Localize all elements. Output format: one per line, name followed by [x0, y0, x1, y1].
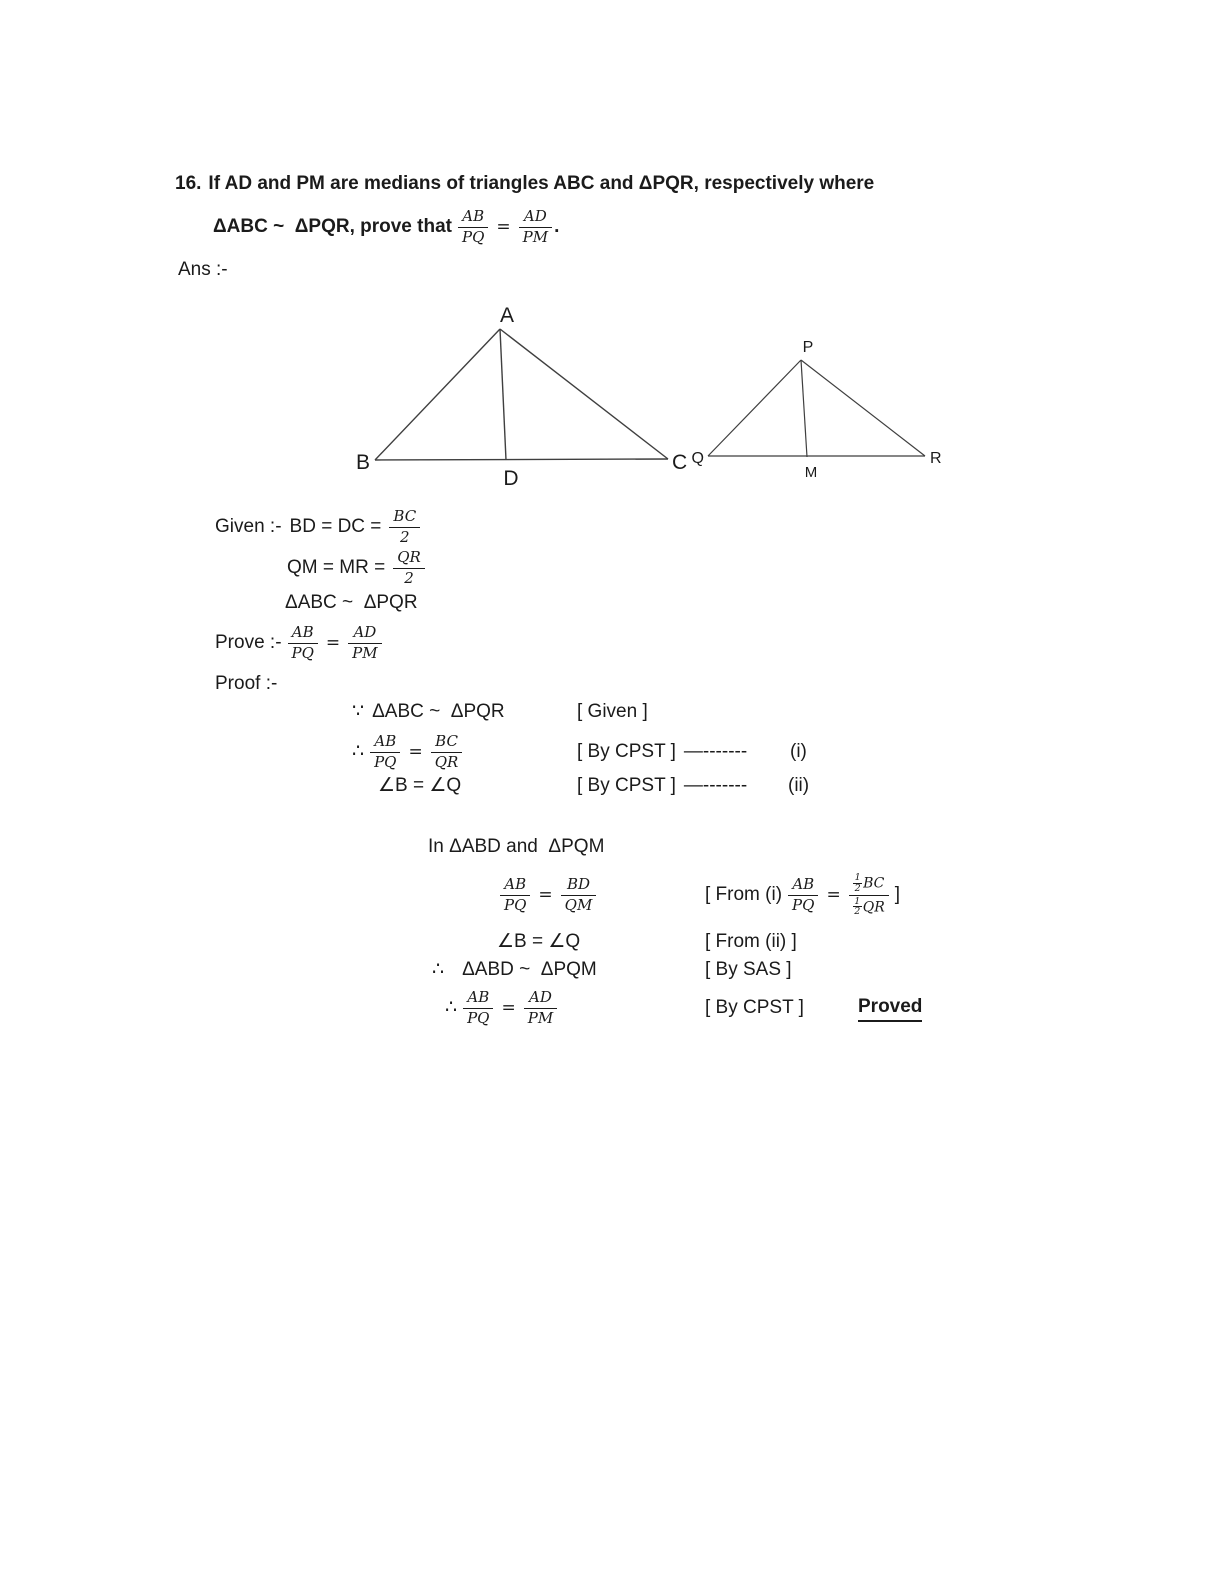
given-line-qm — [287, 545, 425, 591]
proof-label: Proof :- — [215, 673, 278, 694]
proved-label: Proved — [858, 995, 922, 1022]
triangle-pqr — [708, 360, 925, 457]
part2-heading: In ΔABD and ΔPQM — [428, 836, 605, 857]
question-number: 16. — [175, 173, 202, 194]
equals-sign: = — [325, 633, 341, 653]
given-bd-text: BD = DC = — [289, 516, 382, 537]
answer-label: Ans :- — [178, 259, 228, 280]
vertex-label-p: P — [802, 339, 814, 356]
fraction-qr-2: $\frac{QR}{2}$ — [393, 549, 425, 587]
proved-wrap — [858, 985, 922, 1031]
therefore-symbol: ∴ — [352, 741, 365, 762]
dashes: —------- — [683, 741, 748, 762]
question-line1 — [175, 172, 1025, 196]
fraction-bc-2: $\frac{BC}{2}$ — [389, 508, 420, 546]
equals-sign: = — [408, 742, 423, 762]
prove-line — [215, 620, 382, 666]
fraction-ad-pm: $\frac{AD}{PM}$ — [348, 624, 381, 662]
question-text: If AD and PM are medians of triangles ABC and ΔPQR, respectively where — [208, 173, 875, 194]
period: . — [554, 216, 560, 237]
part2-row2-statement: ∠B = ∠Q — [497, 931, 581, 952]
given-line-bd — [215, 504, 420, 550]
proof-row2-statement — [352, 729, 462, 775]
given-label: Given :- — [215, 516, 282, 537]
triangles-diagram — [340, 300, 960, 490]
fraction-ab-pq: $\frac{AB}{PQ}$ — [288, 624, 318, 662]
side-ab — [375, 329, 500, 460]
proof-row1-reason: [ Given ] — [577, 701, 648, 722]
dashes: —------- — [683, 775, 748, 796]
equals-sign: = — [496, 217, 511, 237]
half-fraction: $\frac{1}{2}$ — [854, 895, 861, 918]
prove-label: Prove :- — [215, 632, 282, 653]
vertex-label-c: C — [672, 451, 688, 474]
equals-sign: = — [501, 998, 516, 1018]
fraction-ab-pq: $\frac{AB}{PQ}$ — [458, 208, 488, 246]
part2-row4-reason: [ By CPST ] — [705, 997, 804, 1018]
fraction-ab-pq: $\frac{AB}{PQ}$ — [788, 876, 818, 914]
point-label-m: M — [804, 464, 818, 481]
therefore-symbol: ∴ — [432, 959, 445, 980]
because-symbol: ∵ — [352, 701, 365, 722]
triangle-abc — [375, 329, 668, 460]
proof-row1-statement: ∵ ΔABC ~ ΔPQR — [352, 701, 505, 722]
fraction-bc-qr: $\frac{BC}{QR}$ — [431, 733, 463, 771]
side-pq — [708, 360, 801, 456]
vertex-label-q: Q — [691, 450, 704, 467]
part2-row3-statement: ∴ ΔABD ~ ΔPQM — [432, 959, 597, 980]
given-similarity: ΔABC ~ ΔPQR — [285, 592, 418, 613]
proof-row3-statement: ∠B = ∠Q — [378, 775, 462, 796]
fraction-ab-pq: $\frac{AB}{PQ}$ — [500, 876, 530, 914]
median-pm — [801, 360, 807, 457]
part2-row3-reason: [ By SAS ] — [705, 959, 792, 980]
equals-sign: = — [826, 885, 841, 905]
vertex-label-r: R — [930, 450, 942, 467]
part2-row4-statement — [445, 985, 557, 1031]
point-label-d: D — [503, 467, 519, 490]
fraction-bd-qm: $\frac{BD}{QM}$ — [561, 876, 597, 914]
side-bc — [375, 459, 668, 460]
vertex-label-a: A — [499, 304, 515, 327]
part2-row1-reason — [705, 865, 900, 925]
part2-row1-statement — [500, 872, 596, 918]
reason-close: ] — [894, 884, 901, 905]
equals-sign: = — [538, 885, 553, 905]
half-fraction: $\frac{1}{2}$ — [854, 871, 861, 894]
vertex-label-b: B — [355, 451, 370, 474]
side-pr — [801, 360, 925, 456]
proof-row2-number: (i) — [790, 741, 807, 762]
fraction-ab-pq: $\frac{AB}{PQ}$ — [370, 733, 400, 771]
question-line2-text: ΔABC ~ ΔPQR, prove that — [213, 216, 452, 237]
fraction-halfbc-halfqr: $\frac{1}{2}$ BC $\frac{1}{2}$ QR — [849, 873, 889, 918]
fraction-ad-pm: $\frac{AD}{PM}$ — [524, 989, 557, 1027]
fraction-ad-pm: $\frac{AD}{PM}$ — [519, 208, 552, 246]
question-line2 — [213, 204, 559, 250]
part2-row2-reason: [ From (ii) ] — [705, 931, 797, 952]
given-qm-text: QM = MR = — [287, 557, 386, 578]
reason-open: [ From (i) — [705, 884, 783, 905]
therefore-symbol: ∴ — [445, 997, 458, 1018]
fraction-ab-pq: $\frac{AB}{PQ}$ — [463, 989, 493, 1027]
side-ac — [500, 329, 668, 459]
proof-row3-reason: [ By CPST ] —------- — [577, 775, 748, 796]
proof-row2-reason: [ By CPST ] —------- — [577, 741, 748, 762]
median-ad — [500, 329, 506, 460]
proof-row3-number: (ii) — [788, 775, 810, 796]
